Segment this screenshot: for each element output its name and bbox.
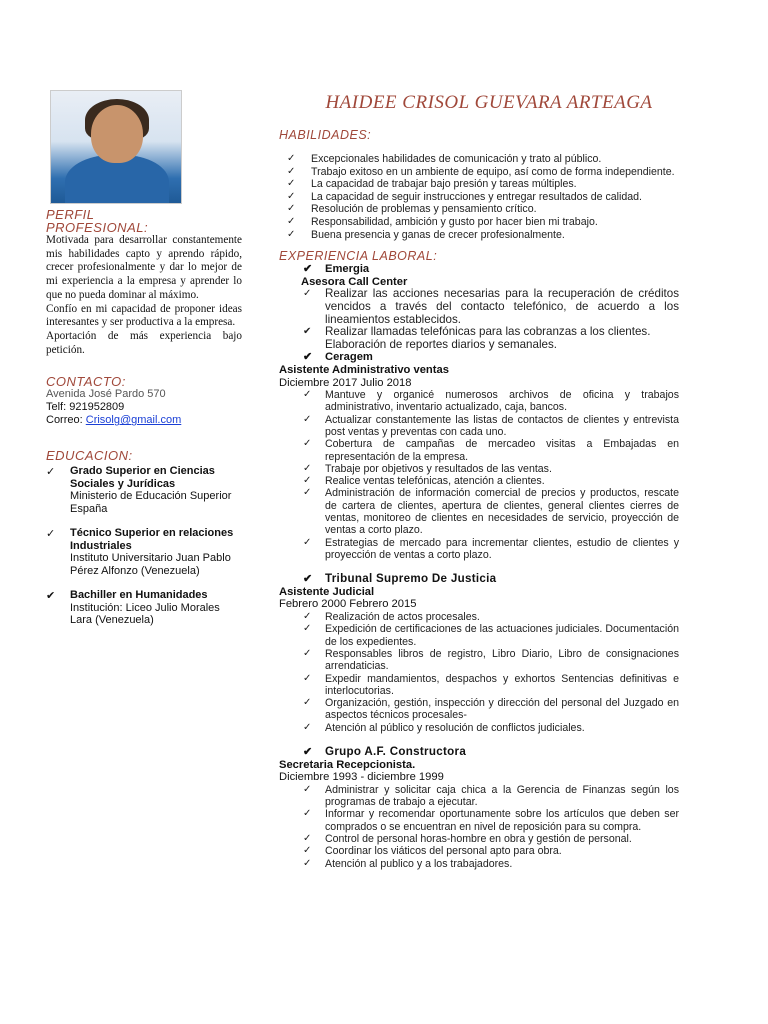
check-icon: ✓ xyxy=(303,647,312,659)
check-icon: ✓ xyxy=(303,623,312,635)
task-text: Responsables libros de registro, Libro Diario, Libro de consignaciones arrendaticias. xyxy=(325,647,679,673)
check-icon: ✓ xyxy=(303,783,312,795)
task-text: Trabaje por objetivos y resultados de las ventas. xyxy=(325,462,552,475)
skills-list xyxy=(279,153,679,241)
job-company xyxy=(279,573,679,586)
check-icon: ✓ xyxy=(303,672,312,684)
perfil-paragraph: Aportación de más experiencia bajo petición. xyxy=(46,329,242,356)
task-list xyxy=(279,784,679,870)
education-detail: Ministerio de Educación Superior España xyxy=(70,490,232,515)
check-icon: ✓ xyxy=(287,228,296,240)
task-text: Estrategias de mercado para incrementar clientes, estudio de clientes y proyección de ventas a corto plazo. xyxy=(325,536,679,561)
task-item xyxy=(279,389,679,414)
skill-text: Buena presencia y ganas de crecer profesionalmente. xyxy=(311,228,565,241)
task-text: Actualizar constantemente las listas de contactos de clientes y entrevista post ventas y preventas con cada uno. xyxy=(325,413,679,438)
check-icon: ✓ xyxy=(287,165,296,177)
company-name: Grupo A.F. Constructora xyxy=(325,745,467,758)
task-item xyxy=(279,648,679,673)
profile-photo xyxy=(50,90,182,204)
task-list xyxy=(279,288,679,351)
check-icon: ✔ xyxy=(303,746,313,758)
skill-item xyxy=(287,203,679,216)
check-icon: ✓ xyxy=(46,466,56,479)
task-text: Realización de actos procesales. xyxy=(325,611,480,624)
job-dates: Febrero 2000 Febrero 2015 xyxy=(279,598,417,611)
task-item xyxy=(279,784,679,809)
check-icon: ✔ xyxy=(303,351,313,364)
skill-item xyxy=(287,178,679,191)
task-text: Realizar las acciones necesarias para la recuperación de créditos vencidos a través del contacto telefónico, de acuerdo a los lineamientos establecidos. xyxy=(325,287,679,326)
task-list xyxy=(279,611,679,734)
education-section xyxy=(46,449,242,627)
task-text: Realice ventas telefónicas, atención a clientes. xyxy=(325,475,545,488)
check-icon: ✓ xyxy=(303,536,312,548)
task-item xyxy=(279,697,679,722)
task-item xyxy=(279,858,679,870)
check-icon: ✔ xyxy=(303,573,313,586)
check-icon: ✔ xyxy=(46,590,56,603)
task-item xyxy=(279,673,679,698)
task-text: Organización, gestión, inspección y dirección del personal del Juzgado en aspectos técnicos procesales- xyxy=(325,697,679,722)
job-role: Asesora Call Center xyxy=(301,275,408,288)
skill-text: Resolución de problemas y pensamiento crítico. xyxy=(311,203,537,216)
job-entry xyxy=(279,351,679,561)
experiencia-heading-colon: : xyxy=(433,249,438,264)
task-item xyxy=(279,487,679,536)
task-text: Atención al publico y a los trabajadores. xyxy=(325,857,513,870)
job-role: Asistente Judicial xyxy=(279,585,375,598)
check-icon: ✓ xyxy=(303,611,312,623)
perfil-heading-line1: PERFIL xyxy=(46,207,95,222)
perfil-heading xyxy=(46,208,242,234)
task-item xyxy=(279,438,679,463)
skill-text: Responsabilidad, ambición y gusto por hacer bien mi trabajo. xyxy=(311,215,598,228)
task-item xyxy=(279,537,679,562)
main-content xyxy=(279,92,679,870)
task-text: Atención al público y resolución de conflictos judiciales. xyxy=(325,721,585,734)
perfil-paragraph: Confío en mi capacidad de proponer ideas interesantes y ser productiva a la empresa. xyxy=(46,302,242,329)
skill-text: Trabajo exitoso en un ambiente de equipo, así como de forma independiente. xyxy=(311,165,675,178)
check-icon: ✓ xyxy=(303,721,312,733)
skill-item xyxy=(287,191,679,204)
education-item xyxy=(46,527,242,577)
check-icon: ✓ xyxy=(287,215,296,227)
check-icon: ✓ xyxy=(287,190,296,202)
task-text: Administración de información comercial de precios y productos, rescate de cartera de clientes, apertura de clientes, general clientes cierres de ventas, monitoreo de clientes en necesidades de servicio, proyección de ventas a corto plazo. xyxy=(325,487,679,537)
job-entry xyxy=(279,573,679,734)
check-icon: ✓ xyxy=(303,857,312,869)
check-icon: ✔ xyxy=(303,326,312,338)
company-name: Tribunal Supremo De Justicia xyxy=(325,572,497,586)
check-icon: ✔ xyxy=(303,263,313,276)
check-icon: ✓ xyxy=(303,475,312,487)
task-text: Coordinar los viáticos del personal apto para obra. xyxy=(325,845,562,858)
perfil-heading-colon: : xyxy=(143,220,149,235)
task-text: Control de personal horas-hombre en obra y gestión de personal. xyxy=(325,832,632,845)
check-icon: ✓ xyxy=(46,528,56,541)
job-company xyxy=(279,746,679,759)
email-label: Correo: xyxy=(46,414,86,427)
check-icon: ✓ xyxy=(287,203,296,215)
company-name: Emergia xyxy=(325,263,370,276)
task-item xyxy=(279,722,679,734)
contact-address: Avenida José Pardo 570 xyxy=(46,388,166,401)
education-detail: Instituto Universitario Juan Pablo Pérez Alfonzo (Venezuela) xyxy=(70,552,231,577)
job-company xyxy=(279,263,679,276)
task-item xyxy=(279,475,679,487)
contact-email-line xyxy=(46,414,242,427)
check-icon: ✓ xyxy=(303,697,312,709)
task-item xyxy=(279,288,679,326)
task-item xyxy=(279,339,679,352)
task-list xyxy=(279,389,679,561)
education-title: Bachiller en Humanidades xyxy=(70,589,208,602)
task-text: Realizar llamadas telefónicas para las cobranzas a los clientes. xyxy=(325,325,651,339)
company-name: Ceragem xyxy=(325,351,373,364)
skill-text: La capacidad de seguir instrucciones y entregar resultados de calidad. xyxy=(311,190,642,203)
skill-item xyxy=(287,216,679,229)
skill-item xyxy=(287,153,679,166)
task-item xyxy=(279,414,679,439)
education-item xyxy=(46,589,242,627)
task-text: Elaboración de reportes diarios y semanales. xyxy=(325,337,557,351)
education-item xyxy=(46,465,242,515)
task-text: Administrar y solicitar caja chica a la Gerencia de Finanzas según los programas de trabajo a ejecutar. xyxy=(325,783,679,809)
check-icon: ✓ xyxy=(303,462,312,474)
education-title: Técnico Superior en relaciones Industriales xyxy=(70,527,234,552)
check-icon: ✓ xyxy=(303,487,312,499)
check-icon: ✓ xyxy=(303,832,312,844)
contact-phone: Telf: 921952809 xyxy=(46,401,125,414)
check-icon: ✓ xyxy=(287,178,296,190)
candidate-name: HAIDEE CRISOL GUEVARA ARTEAGA xyxy=(325,92,653,113)
task-text: Cobertura de campañas de mercadeo visitas a Embajadas en representación de la empresa. xyxy=(325,438,679,463)
task-item xyxy=(279,623,679,648)
email-link[interactable]: Crisolg@gmail.com xyxy=(85,414,182,427)
job-entry xyxy=(279,746,679,870)
perfil-paragraph: Motivada para desarrollar constantemente mis habilidades capto y aprendo rápido, crecer profesionalmente y dar lo mejor de mi experiencia a la empresa y aprender lo que no pueda dominar al máximo. xyxy=(46,234,242,301)
task-text: Expedir mandamientos, despachos y exhortos Sentencias definitivas e interlocutorias. xyxy=(325,672,679,697)
job-dates: Diciembre 1993 - diciembre 1999 xyxy=(279,771,444,784)
contact-section xyxy=(46,375,242,427)
educacion-heading: EDUCACION: xyxy=(46,448,133,464)
skill-item xyxy=(287,229,679,242)
task-text: Mantuve y organicé numerosos archivos de oficina y trabajos administrativo, inventario actualizado, caja, bancos. xyxy=(325,389,679,414)
check-icon: ✓ xyxy=(303,845,312,857)
experiencia-heading xyxy=(279,249,679,263)
task-item xyxy=(279,463,679,475)
job-entry xyxy=(279,263,679,351)
perfil-text xyxy=(46,234,242,357)
photo-face xyxy=(91,105,143,163)
task-item xyxy=(279,845,679,857)
experiencia-heading-text: EXPERIENCIA LABORAL xyxy=(279,249,434,264)
job-dates: Diciembre 2017 Julio 2018 xyxy=(279,376,412,389)
skill-text: La capacidad de trabajar bajo presión y tareas múltiples. xyxy=(311,178,577,191)
job-role: Secretaria Recepcionista. xyxy=(279,758,416,771)
check-icon: ✓ xyxy=(287,153,296,164)
contacto-heading: CONTACTO: xyxy=(46,374,126,390)
check-icon: ✓ xyxy=(303,438,312,450)
education-detail: Institución: Liceo Julio Morales Lara (Venezuela) xyxy=(70,601,220,627)
task-text: Expedición de certificaciones de las actuaciones judiciales. Documentación de los expedientes. xyxy=(325,623,679,648)
habilidades-heading: HABILIDADES: xyxy=(279,128,372,142)
job-company xyxy=(279,351,679,364)
task-item xyxy=(279,833,679,845)
skill-item xyxy=(287,166,679,179)
task-item xyxy=(279,611,679,623)
check-icon: ✓ xyxy=(303,288,312,300)
check-icon: ✓ xyxy=(303,389,312,401)
job-role: Asistente Administrativo ventas xyxy=(279,363,449,376)
task-text: Informar y recomendar oportunamente sobre los artículos que deben ser comprados o se encuentran en nivel de reposición para su compra. xyxy=(325,808,679,833)
task-item xyxy=(279,808,679,833)
education-title: Grado Superior en Ciencias Sociales y Jurídicas xyxy=(70,465,215,490)
sidebar xyxy=(46,90,242,627)
check-icon: ✓ xyxy=(303,413,312,425)
check-icon: ✓ xyxy=(303,808,312,820)
skill-text: Excepcionales habilidades de comunicación y trato al público. xyxy=(311,153,602,165)
perfil-heading-line2: PROFESIONAL xyxy=(46,220,144,235)
